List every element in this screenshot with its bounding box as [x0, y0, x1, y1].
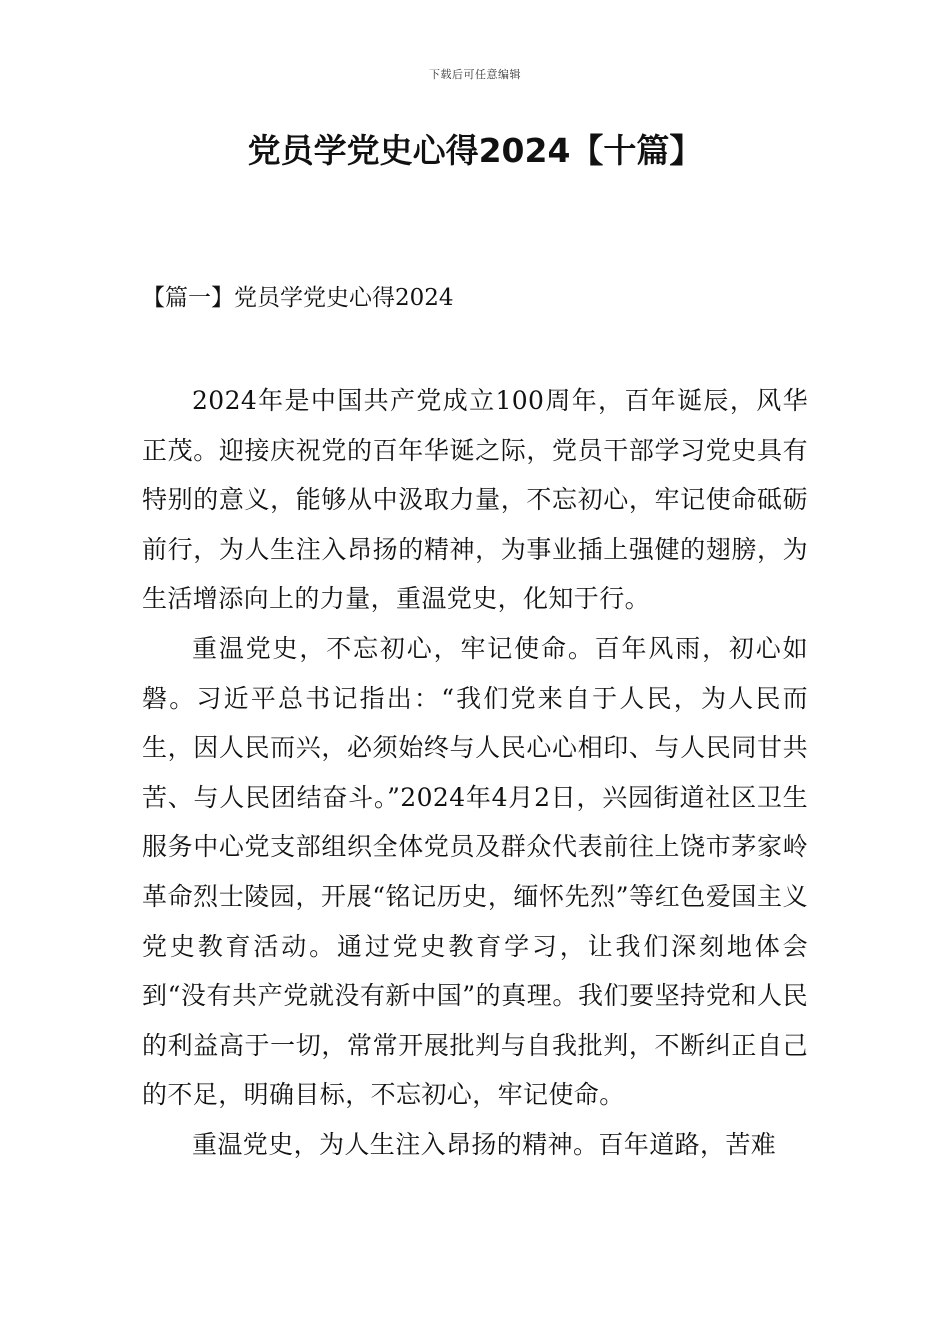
header-note: 下载后可任意编辑 — [429, 68, 521, 81]
section-heading: 【篇一】党员学党史心得2024 — [142, 285, 454, 311]
document-body — [142, 376, 808, 1170]
paragraph-3: 重温党史，为人生注入昂扬的精神。百年道路，苦难 — [192, 1129, 777, 1159]
paragraph-2: 重温党史，不忘初心，牢记使命。百年风雨，初心如磐。习近平总书记指出：“我们党来自于人民，为人民而生，因人民而兴，必须始终与人民心心相印、与人民同甘共苦、与人民团结奋斗。”2024年4月2日，兴园街道社区卫生服务中心党支部组织全体党员及群众代表前往上饶市茅家岭革命烈士陵园，开展“铭记历史，缅怀先烈”等红色爱国主义党史教育活动。通过党史教育学习，让我们深刻地体会到“没有共产党就没有新中国”的真理。我们要坚持党和人民的利益高于一切，常常开展批判与自我批判，不断纠正自己的不足，明确目标，不忘初心，牢记使命。 — [142, 633, 808, 1110]
paragraph-1: 2024年是中国共产党成立100周年，百年诞辰，风华正茂。迎接庆祝党的百年华诞之际，党员干部学习党史具有特别的意义，能够从中汲取力量，不忘初心，牢记使命砥砺前行，为人生注入昂扬的精神，为事业插上强健的翅膀，为生活增添向上的力量，重温党史，化知于行。 — [142, 386, 808, 614]
document-title: 党员学党史心得2024【十篇】 — [247, 131, 703, 170]
